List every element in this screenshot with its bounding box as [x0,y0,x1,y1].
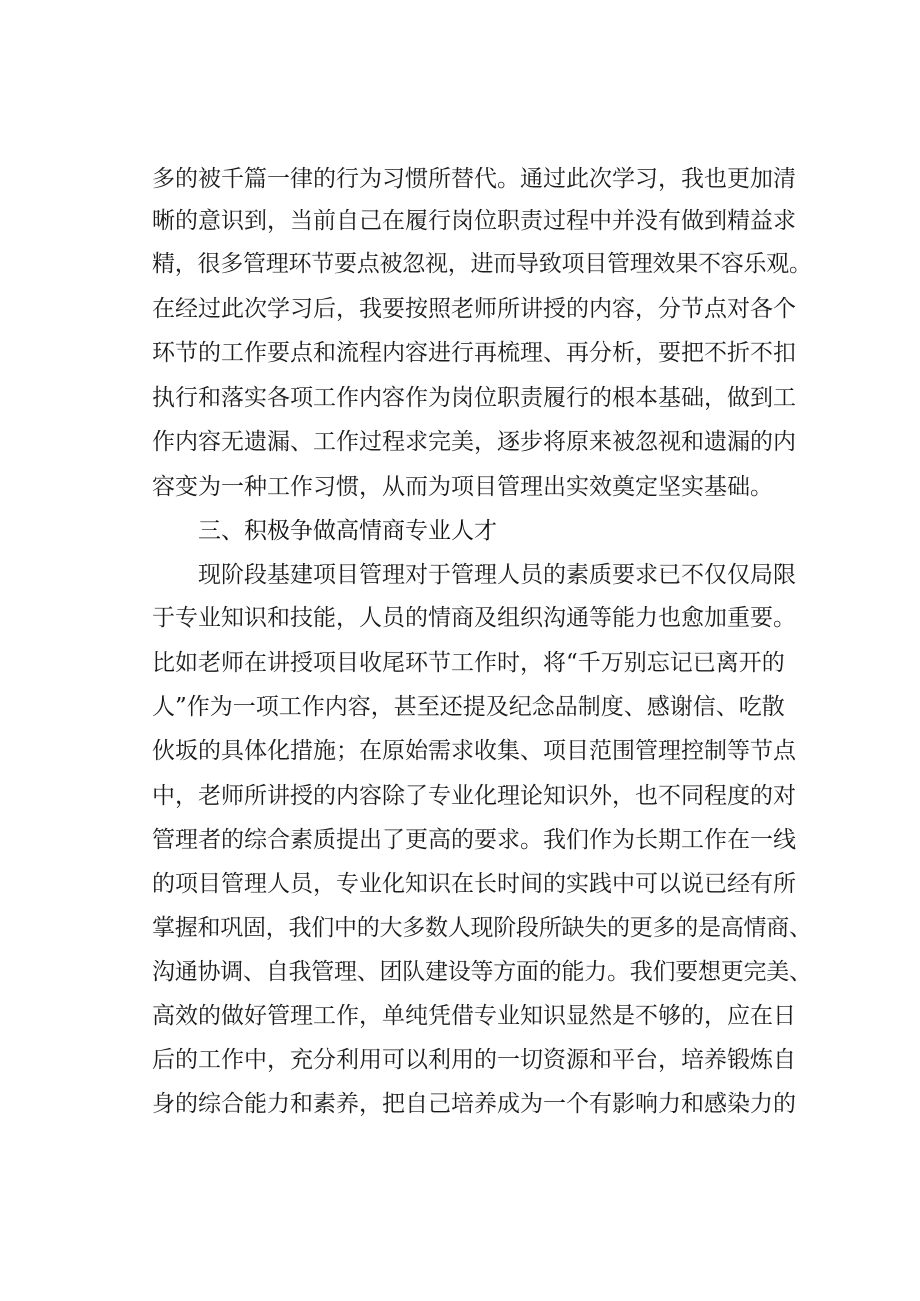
body-line: 高效的做好管理工作，单纯凭借专业知识显然是不够的，应在日 [152,1003,796,1029]
body-line: 管理者的综合素质提出了更高的要求。我们作为长期工作在一线 [152,827,796,853]
body-line: 晰的意识到，当前自己在履行岗位职责过程中并没有做到精益求 [152,208,796,234]
body-line: 于专业知识和技能，人员的情商及组织沟通等能力也愈加重要。 [152,605,796,631]
body-line: 人”作为一项工作内容，甚至还提及纪念品制度、感谢信、吃散 [152,694,785,720]
body-line: 的项目管理人员，专业化知识在长时间的实践中可以说已经有所 [152,871,796,897]
body-line: 环节的工作要点和流程内容进行再梳理、再分析，要把不折不扣 [152,340,796,366]
body-line: 身的综合能力和素养，把自己培养成为一个有影响力和感染力的 [152,1091,796,1117]
body-line: 比如老师在讲授项目收尾环节工作时，将“千万别忘记已离开的 [152,650,785,676]
body-line: 容变为一种工作习惯，从而为项目管理出实效奠定坚实基础。 [152,474,773,500]
body-line: 掌握和巩固，我们中的大多数人现阶段所缺失的更多的是高情商、 [152,915,812,941]
body-line: 在经过此次学习后，我要按照老师所讲授的内容，分节点对各个 [152,296,796,322]
body-line: 中，老师所讲授的内容除了专业化理论知识外，也不同程度的对 [152,783,796,809]
body-line: 执行和落实各项工作内容作为岗位职责履行的根本基础，做到工 [152,385,796,411]
body-line: 作内容无遗漏、工作过程求完美，逐步将原来被忽视和遗漏的内 [152,429,796,455]
section-heading: 三、积极争做高情商专业人才 [198,518,497,544]
body-line: 沟通协调、自我管理、团队建设等方面的能力。我们要想更完美、 [152,959,812,985]
body-line: 精，很多管理环节要点被忽视，进而导致项目管理效果不容乐观。 [152,251,812,277]
body-line: 后的工作中，充分利用可以利用的一切资源和平台，培养锻炼自 [152,1047,796,1073]
body-line: 多的被千篇一律的行为习惯所替代。通过此次学习，我也更加清 [152,166,796,192]
body-line: 伙坂的具体化措施；在原始需求收集、项目范围管理控制等节点 [152,738,796,764]
body-line: 现阶段基建项目管理对于管理人员的素质要求已不仅仅局限 [198,562,796,588]
